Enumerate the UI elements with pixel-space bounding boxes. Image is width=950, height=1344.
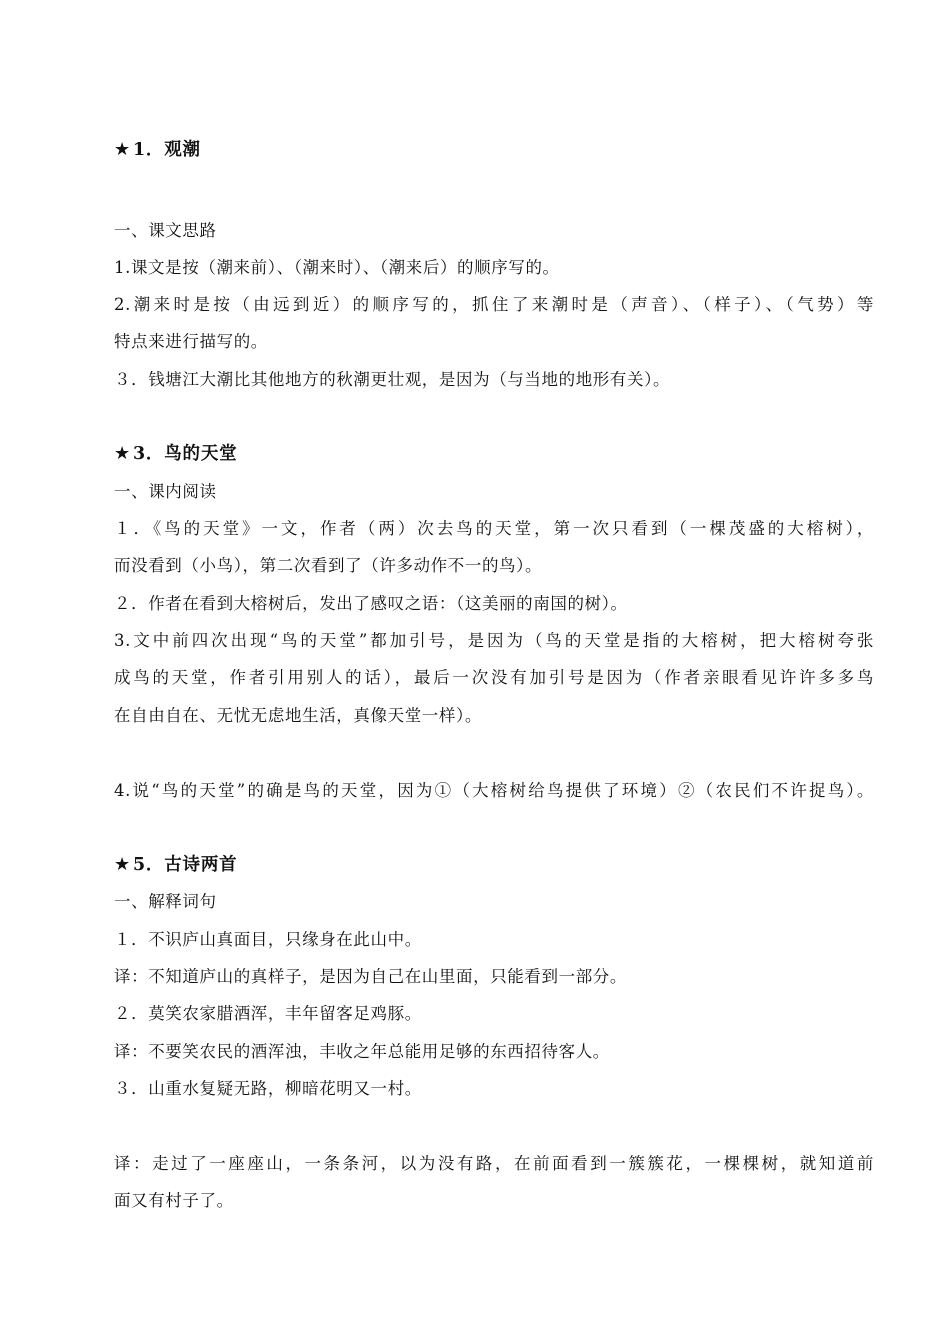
star-icon: ★ bbox=[114, 854, 131, 875]
subheading: 一、课内阅读 bbox=[114, 482, 217, 501]
paragraph-line: ２．莫笑农家腊酒浑，丰年留客足鸡豚。 bbox=[114, 1004, 422, 1023]
section-title: 5．古诗两首 bbox=[132, 855, 238, 875]
star-icon: ★ bbox=[114, 443, 131, 464]
paragraph-line: １．不识庐山真面目，只缘身在此山中。 bbox=[114, 930, 422, 949]
paragraph-line: ３．山重水复疑无路，柳暗花明又一村。 bbox=[114, 1079, 422, 1098]
section-heading-gushi-liangshou bbox=[114, 854, 874, 876]
paragraph-line: 译：不知道庐山的真样子，是因为自己在山里面，只能看到一部分。 bbox=[114, 967, 627, 986]
paragraph-line: ２．作者在看到大榕树后，发出了感叹之语：（这美丽的南国的树）。 bbox=[114, 594, 628, 613]
subheading: 一、课文思路 bbox=[114, 221, 217, 240]
section-heading-niao-de-tiantang bbox=[114, 443, 874, 465]
paragraph-line: 面又有村子了。 bbox=[114, 1191, 234, 1210]
section-heading-guanchao bbox=[114, 139, 874, 161]
paragraph-line: 1.课文是按（潮来前）、（潮来时）、（潮来后）的顺序写的。 bbox=[114, 258, 560, 277]
paragraph-line: １．《鸟的天堂》一文，作者（两）次去鸟的天堂，第一次只看到（一棵茂盛的大榕树）， bbox=[114, 519, 874, 538]
paragraph-line: 特点来进行描写的。 bbox=[114, 332, 268, 351]
paragraph-line: 2.潮来时是按（由远到近）的顺序写的，抓住了来潮时是（声音）、（样子）、（气势）等 bbox=[114, 295, 874, 314]
star-icon: ★ bbox=[114, 139, 131, 160]
paragraph-line: 在自由自在、无忧无虑地生活，真像天堂一样）。 bbox=[114, 706, 482, 725]
paragraph-line: 3.文中前四次出现“鸟的天堂”都加引号，是因为（鸟的天堂是指的大榕树，把大榕树夸张 bbox=[114, 631, 874, 650]
subheading: 一、解释词句 bbox=[114, 892, 217, 911]
paragraph-line: 4.说“鸟的天堂”的确是鸟的天堂，因为①（大榕树给鸟提供了环境）②（农民们不许捉鸟）。 bbox=[114, 781, 874, 800]
paragraph-line: 译：走过了一座座山，一条条河，以为没有路，在前面看到一簇簇花，一棵棵树，就知道前 bbox=[114, 1154, 874, 1173]
paragraph-line: 而没看到（小鸟），第二次看到了（许多动作不一的鸟）。 bbox=[114, 556, 543, 575]
paragraph-line: 译：不要笑农民的酒浑浊，丰收之年总能用足够的东西招待客人。 bbox=[114, 1042, 610, 1061]
section-title: 1．观潮 bbox=[132, 140, 201, 160]
paragraph-line: ３．钱塘江大潮比其他地方的秋潮更壮观，是因为（与当地的地形有关）。 bbox=[114, 370, 671, 389]
section-title: 3．鸟的天堂 bbox=[132, 444, 238, 464]
paragraph-line: 成鸟的天堂，作者引用别人的话），最后一次没有加引号是因为（作者亲眼看见许许多多鸟 bbox=[114, 668, 874, 687]
